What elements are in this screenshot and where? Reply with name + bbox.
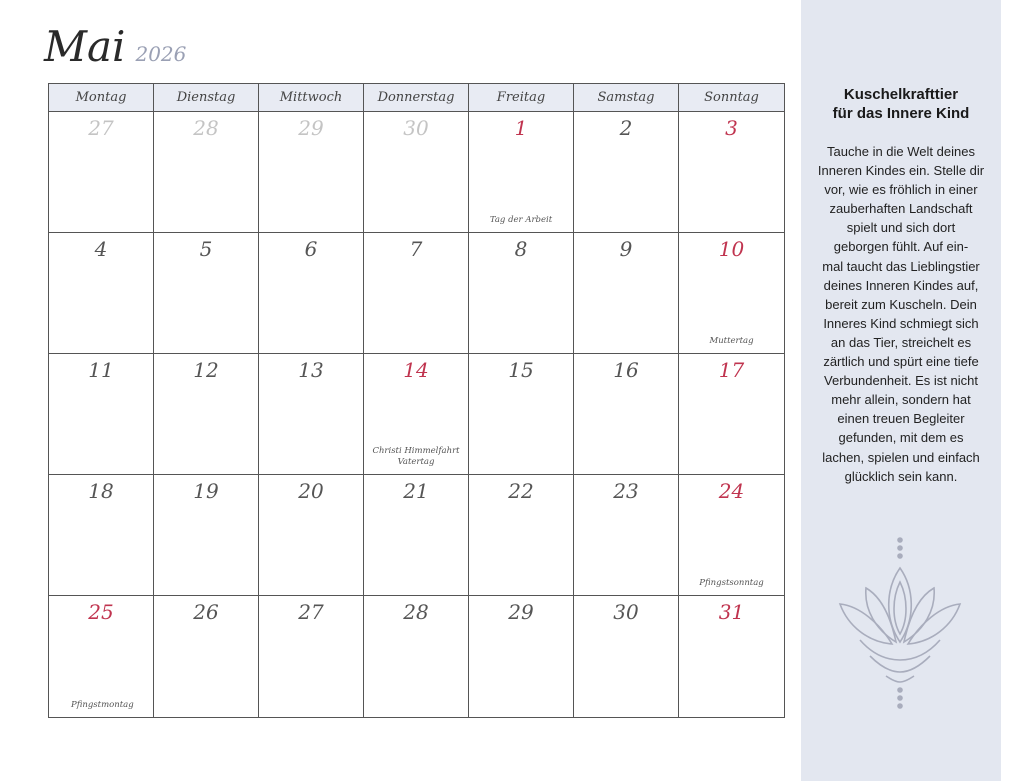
- calendar-day-cell[interactable]: [154, 354, 259, 475]
- sidebar-text-line: deines Inneren Kindes auf,: [823, 277, 979, 293]
- page-title: [44, 22, 186, 71]
- sidebar-text-line: zauberhaften Landschaft: [829, 201, 973, 217]
- calendar-day-cell[interactable]: [154, 112, 259, 233]
- holiday-note: Muttertag: [709, 335, 754, 346]
- day-number: 11: [88, 358, 114, 382]
- calendar-day-cell[interactable]: [469, 596, 574, 717]
- day-number: 23: [613, 479, 639, 503]
- weekday-header: Donnerstag: [364, 84, 469, 112]
- day-number: 9: [619, 237, 633, 261]
- sidebar-text-line: vor, wie es fröhlich in einer: [824, 182, 978, 198]
- sidebar-text-line: geborgen fühlt. Auf ein-: [833, 239, 969, 255]
- lotus-icon: [830, 530, 970, 720]
- calendar-day-cell[interactable]: [679, 475, 784, 596]
- calendar-day-cell[interactable]: [574, 354, 679, 475]
- day-number: 16: [613, 358, 639, 382]
- day-number: 31: [718, 600, 745, 624]
- calendar-day-cell[interactable]: [574, 233, 679, 354]
- sidebar-text-line: gefunden, mit dem es: [838, 430, 964, 446]
- calendar-day-cell[interactable]: [574, 475, 679, 596]
- calendar-day-cell[interactable]: [364, 596, 469, 717]
- calendar-day-cell[interactable]: [469, 112, 574, 233]
- day-number: 29: [508, 600, 534, 624]
- day-number: 22: [508, 479, 534, 503]
- day-number: 30: [403, 116, 429, 140]
- day-number: 24: [718, 479, 745, 503]
- holiday-note: Tag der Arbeit: [489, 214, 553, 225]
- day-number: 28: [403, 600, 429, 624]
- calendar-day-cell[interactable]: [259, 233, 364, 354]
- weekday-header: Dienstag: [154, 84, 259, 112]
- sidebar-text-line: glücklich sein kann.: [844, 468, 958, 484]
- calendar-day-cell[interactable]: [49, 475, 154, 596]
- calendar-day-cell[interactable]: [574, 596, 679, 717]
- sidebar-text-line: Inneren Kindes ein. Stelle dir: [817, 163, 985, 179]
- day-number: 27: [298, 600, 324, 624]
- sidebar-text-line: mal taucht das Lieblingstier: [822, 258, 980, 274]
- day-number: 6: [304, 237, 318, 261]
- sidebar-title-line: Kuschelkrafttier: [843, 86, 959, 103]
- sidebar-text-line: einen treuen Begleiter: [837, 411, 965, 427]
- day-number: 27: [88, 116, 114, 140]
- sidebar-text-line: mehr allein, sondern hat: [831, 392, 971, 408]
- sidebar-text-line: zärtlich und spürt eine tiefe: [823, 354, 979, 370]
- calendar-day-cell[interactable]: [154, 233, 259, 354]
- day-number: 17: [718, 358, 745, 382]
- day-number: 10: [718, 237, 745, 261]
- calendar-day-cell[interactable]: [259, 354, 364, 475]
- sidebar-text: [811, 142, 991, 486]
- sidebar-title-line: für das Innere Kind: [832, 105, 970, 122]
- weekday-header: Freitag: [469, 84, 574, 112]
- day-number: 25: [88, 600, 114, 624]
- day-number: 28: [193, 116, 219, 140]
- day-number: 13: [298, 358, 324, 382]
- calendar-day-cell[interactable]: [49, 112, 154, 233]
- calendar-day-cell[interactable]: [49, 596, 154, 717]
- sidebar-text-line: an das Tier, streichelt es: [830, 334, 972, 350]
- weekday-header: Mittwoch: [259, 84, 364, 112]
- calendar-day-cell[interactable]: [469, 354, 574, 475]
- day-number: 5: [199, 237, 213, 261]
- calendar-day-cell[interactable]: [469, 475, 574, 596]
- calendar-day-cell[interactable]: [679, 233, 784, 354]
- sidebar-text-line: spielt und sich dort: [846, 220, 956, 236]
- calendar-day-cell[interactable]: [49, 354, 154, 475]
- day-number: 20: [298, 479, 324, 503]
- day-number: 18: [88, 479, 114, 503]
- holiday-note: Pfingstmontag: [71, 699, 134, 710]
- calendar-day-cell[interactable]: [574, 112, 679, 233]
- day-number: 2: [619, 116, 633, 140]
- calendar-day-cell[interactable]: [679, 596, 784, 717]
- day-number: 4: [94, 237, 108, 261]
- day-number: 7: [409, 237, 423, 261]
- calendar-day-cell[interactable]: [259, 596, 364, 717]
- calendar-grid: [48, 83, 785, 718]
- calendar-day-cell[interactable]: [49, 233, 154, 354]
- day-number: 21: [403, 479, 429, 503]
- sidebar-text-line: Inneres Kind schmiegt sich: [823, 315, 979, 331]
- day-number: 26: [193, 600, 219, 624]
- sidebar-text-line: Tauche in die Welt deines: [827, 144, 975, 159]
- holiday-note: Christi Himmelfahrt Vatertag: [372, 445, 460, 467]
- calendar-day-cell[interactable]: [259, 475, 364, 596]
- holiday-note: Pfingstsonntag: [699, 577, 764, 588]
- sidebar-title: [811, 85, 991, 123]
- sidebar-text-line: bereit zum Kuscheln. Dein: [825, 296, 977, 312]
- calendar-day-cell[interactable]: [364, 475, 469, 596]
- calendar-day-cell[interactable]: [364, 354, 469, 475]
- calendar-day-cell[interactable]: [364, 112, 469, 233]
- day-number: 12: [193, 358, 219, 382]
- calendar-day-cell[interactable]: [154, 596, 259, 717]
- year-label: 2026: [135, 42, 187, 66]
- calendar-day-cell[interactable]: [364, 233, 469, 354]
- day-number: 14: [403, 358, 429, 382]
- day-number: 19: [193, 479, 219, 503]
- weekday-header: Montag: [49, 84, 154, 112]
- sidebar-text-line: lachen, spielen und einfach: [822, 449, 980, 465]
- day-number: 1: [514, 116, 528, 140]
- calendar-day-cell[interactable]: [259, 112, 364, 233]
- calendar-day-cell[interactable]: [469, 233, 574, 354]
- day-number: 15: [508, 358, 534, 382]
- day-number: 29: [298, 116, 324, 140]
- calendar-day-cell[interactable]: [679, 112, 784, 233]
- weekday-header: Samstag: [574, 84, 679, 112]
- day-number: 8: [514, 237, 528, 261]
- calendar-day-cell[interactable]: [154, 475, 259, 596]
- day-number: 3: [725, 116, 738, 140]
- weekday-header: Sonntag: [679, 84, 784, 112]
- month-title: Mai: [44, 22, 126, 71]
- calendar-day-cell[interactable]: [679, 354, 784, 475]
- day-number: 30: [613, 600, 639, 624]
- sidebar-text-line: Verbundenheit. Es ist nicht: [824, 373, 978, 389]
